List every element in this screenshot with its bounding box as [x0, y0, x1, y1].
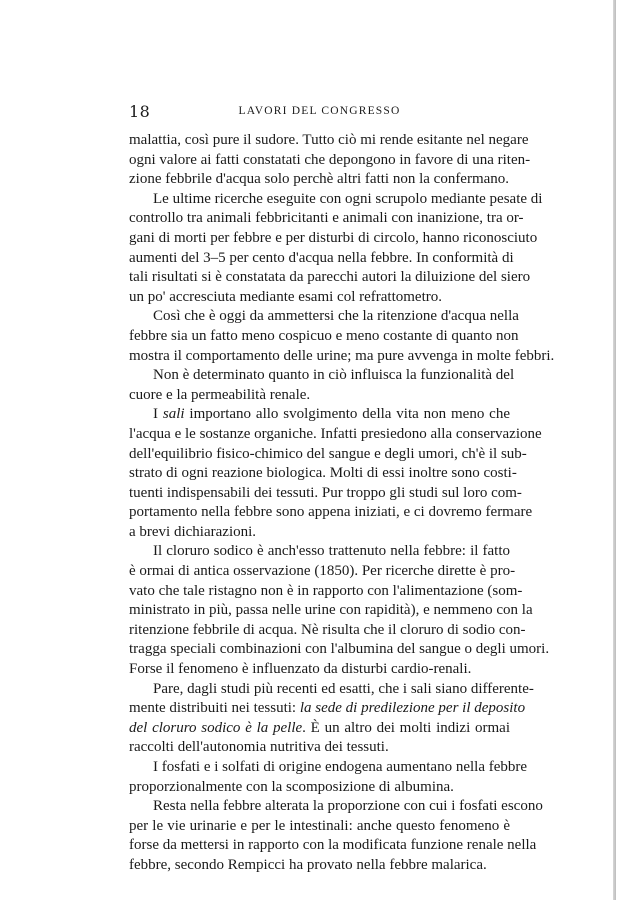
- text-segment: ogni valore ai fatti constatati che depongono in favore di una riten-: [129, 151, 531, 168]
- italic-text: sali: [162, 406, 185, 423]
- text-line: [129, 249, 514, 269]
- text-segment: controllo tra animali febbricitanti e animali con inanizione, tra or-: [129, 210, 524, 227]
- text-line: [129, 797, 543, 817]
- text-line: [129, 856, 510, 876]
- text-segment: è ormai di antica osservazione (1850). Per ricerche dirette è pro-: [129, 563, 516, 580]
- text-segment: a brevi dichiarazioni.: [129, 523, 257, 540]
- text-line: [129, 523, 510, 543]
- paragraph: [129, 366, 515, 405]
- text-segment: febbre sia un fatto meno cospicuo e meno costante di quanto non: [129, 327, 519, 344]
- text-line: [129, 484, 522, 504]
- text-line: [129, 131, 529, 151]
- text-segment: Non è determinato quanto in ciò influisca la funzionalità del: [153, 367, 515, 384]
- text-line: [129, 347, 555, 367]
- text-segment: portamento nella febbre sono appena iniziati, e ci dovremo fermare: [129, 504, 533, 521]
- text-line: [129, 405, 510, 425]
- text-line: [129, 542, 510, 562]
- text-line: [129, 621, 526, 641]
- text-segment: malattia, così pure il sudore. Tutto ciò mi rende esitante nel negare: [129, 132, 529, 148]
- text-line: [129, 562, 516, 582]
- paragraph: [129, 131, 531, 190]
- text-line: [129, 719, 510, 739]
- text-segment: gani di morti per febbre e per disturbi di circolo, hanno riconosciuto: [129, 229, 538, 246]
- text-segment: tuenti indispensabili dei tessuti. Pur troppo gli studi sul loro com-: [129, 484, 522, 501]
- text-segment: Resta nella febbre alterata la proporzione con cui i fosfati escono: [153, 798, 543, 815]
- text-line: [129, 680, 534, 700]
- text-segment: forse da mettersi in rapporto con la modificata funzione renale nella: [129, 837, 537, 854]
- text-segment: Il cloruro sodico è anch'esso trattenuto nella febbre: il fatto: [153, 543, 510, 560]
- paragraph: [129, 307, 555, 366]
- text-segment: cuore e la permeabilità renale.: [129, 386, 311, 403]
- italic-text: la sede di predilezione per il deposito: [299, 700, 526, 717]
- paragraph: [129, 542, 550, 679]
- text-line: [129, 425, 542, 445]
- text-segment: Pare, dagli studi più recenti ed esatti, che i sali siano differente-: [153, 680, 534, 697]
- text-segment: zione febbrile d'acqua solo perchè altri fatti non la confermano.: [129, 171, 510, 188]
- text-line: [129, 209, 524, 229]
- text-segment: I: [153, 406, 163, 423]
- text-segment: Le ultime ricerche eseguite con ogni scrupolo mediante pesate di: [153, 190, 543, 207]
- text-segment: I fosfati e i solfati di origine endogena aumentano nella febbre: [153, 759, 528, 775]
- text-segment: aumenti del 3–5 per cento d'acqua nella febbre. In conformità di: [129, 249, 514, 266]
- text-segment: l'acqua e le sostanze organiche. Infatti presiedono alla conservazione: [129, 425, 542, 442]
- text-segment: strato di ogni reazione biologica. Molti di essi inoltre sono costi-: [129, 465, 517, 482]
- text-line: [129, 778, 510, 798]
- text-line: [129, 151, 531, 171]
- text-segment: Così che è oggi da ammettersi che la ritenzione d'acqua nella: [153, 308, 519, 325]
- paragraph: [129, 405, 542, 542]
- text-line: [129, 327, 519, 347]
- text-line: [129, 660, 510, 680]
- text-segment: vato che tale ristagno non è in rapporto con l'alimentazione (som-: [129, 582, 523, 599]
- text-line: [129, 758, 528, 778]
- text-line: [129, 640, 550, 660]
- text-line: [129, 601, 533, 621]
- text-segment: mostra il comportamento delle urine; ma pure avvenga in molte febbri.: [129, 347, 555, 364]
- text-segment: raccolti dell'autonomia nutritiva dei tessuti.: [129, 739, 389, 756]
- page-header: [129, 102, 510, 122]
- paragraph: [129, 190, 543, 308]
- paragraph: [129, 758, 528, 797]
- text-segment: mente distribuiti nei tessuti:: [129, 700, 300, 717]
- text-segment: tali risultati si è constatata da parecchi autori la diluizione del siero: [129, 269, 531, 286]
- italic-text: del cloruro sodico è la pelle: [129, 719, 303, 736]
- text-line: [129, 170, 510, 190]
- page-edge-shadow: [613, 0, 616, 900]
- text-segment: Forse il fenomeno è influenzato da disturbi cardio-renali.: [129, 661, 472, 678]
- text-line: [129, 307, 519, 327]
- text-segment: febbre, secondo Rempicci ha provato nella febbre malarica.: [129, 856, 487, 873]
- text-segment: importano allo svolgimento della vita non meno che: [184, 406, 510, 423]
- paragraph: [129, 680, 534, 758]
- text-line: [129, 229, 538, 249]
- text-line: [129, 366, 515, 386]
- text-segment: . È un altro dei molti indizi ormai: [302, 719, 510, 736]
- text-segment: dell'equilibrio fisico-chimico del sangue e degli umori, ch'è il sub-: [129, 445, 527, 462]
- running-head: LAVORI DEL CONGRESSO: [238, 105, 401, 117]
- text-segment: proporzionalmente con la scomposizione di albumina.: [129, 778, 454, 795]
- text-line: [129, 699, 526, 719]
- text-segment: un po' accresciuta mediante esami col refrattometro.: [129, 288, 442, 305]
- text-line: [129, 503, 533, 523]
- text-line: [129, 582, 523, 602]
- text-line: [129, 190, 543, 210]
- text-line: [129, 386, 510, 406]
- text-segment: ministrato in più, passa nelle urine con rapidità), e nemmeno con la: [129, 602, 533, 619]
- text-line: [129, 817, 510, 837]
- text-segment: ritenzione febbrile di acqua. Nè risulta che il cloruro di sodio con-: [129, 621, 526, 638]
- text-line: [129, 445, 527, 465]
- text-segment: tragga speciali combinazioni con l'albumina del sangue o degli umori.: [129, 641, 550, 658]
- text-segment: per le vie urinarie e per le intestinali: anche questo fenomeno è: [129, 817, 510, 834]
- text-line: [129, 836, 537, 856]
- page-number: 18: [129, 102, 151, 121]
- text-line: [129, 738, 510, 758]
- text-line: [129, 464, 517, 484]
- text-line: [129, 268, 531, 288]
- text-line: [129, 288, 510, 308]
- body-text: [129, 131, 555, 876]
- paragraph: [129, 797, 543, 875]
